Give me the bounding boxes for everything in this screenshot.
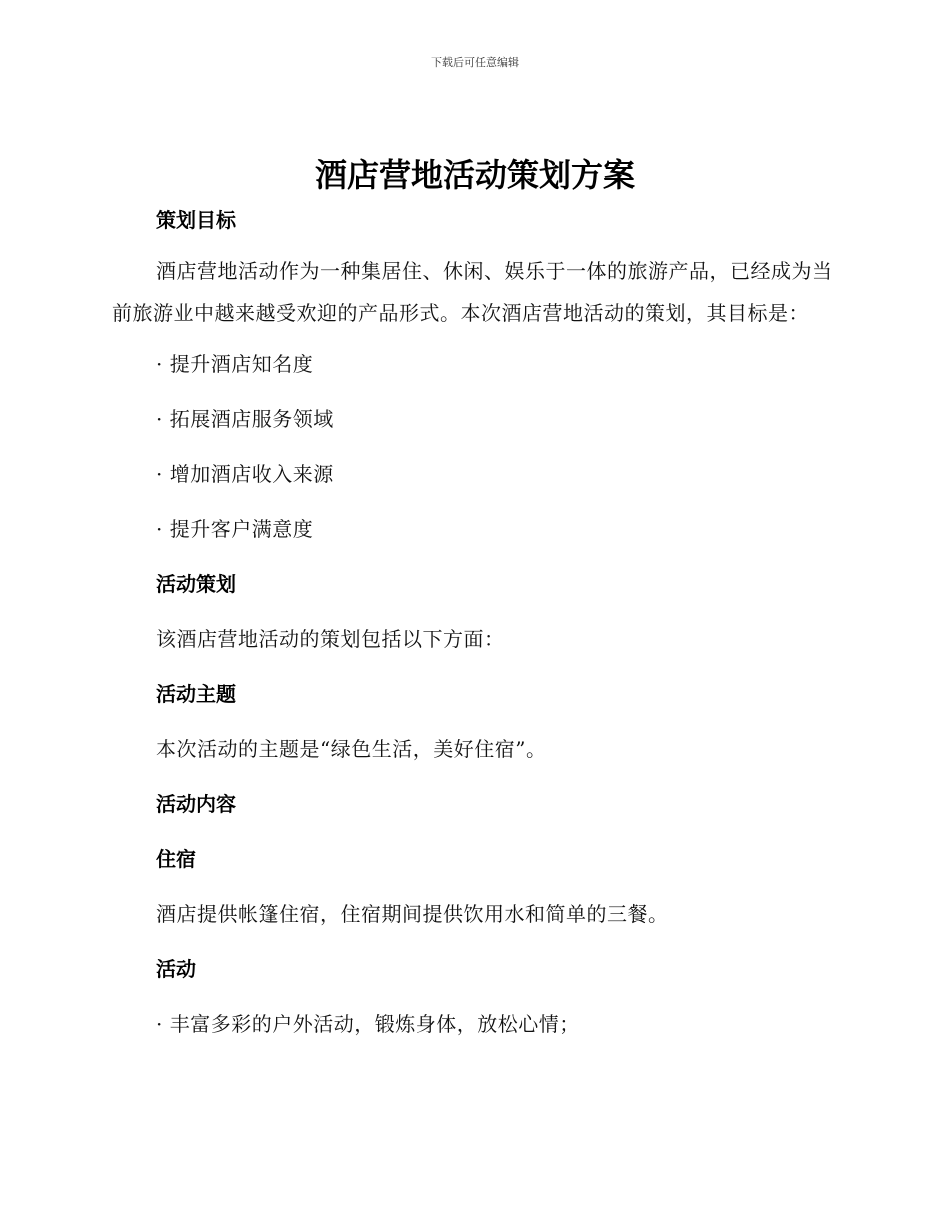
section-heading-goal: 策划目标 xyxy=(156,208,236,232)
section-heading-content: 活动内容 xyxy=(156,792,236,816)
goal-intro-paragraph: 酒店营地活动作为一种集居住、休闲、娱乐于一体的旅游产品，已经成为当前旅游业中越来越受欢迎的产品形式。本次酒店营地活动的策划，其目标是： xyxy=(112,259,833,325)
section-heading-theme: 活动主题 xyxy=(156,682,236,706)
plan-intro-text: 该酒店营地活动的策划包括以下方面： xyxy=(156,627,505,651)
goal-item: · 提升酒店知名度 xyxy=(156,352,314,376)
activity-item: · 丰富多彩的户外活动，锻炼身体，放松心情； xyxy=(156,1012,580,1036)
header-note: 下载后可任意编辑 xyxy=(431,56,519,69)
section-heading-lodging: 住宿 xyxy=(156,847,196,871)
goal-item: · 提升客户满意度 xyxy=(156,517,314,541)
document-title: 酒店营地活动策划方案 xyxy=(314,156,635,194)
theme-text: 本次活动的主题是“绿色生活，美好住宿”。 xyxy=(156,737,547,761)
goal-item: · 增加酒店收入来源 xyxy=(156,462,334,486)
section-heading-plan: 活动策划 xyxy=(156,572,236,596)
document-body xyxy=(112,204,834,1040)
lodging-text: 酒店提供帐篷住宿，住宿期间提供饮用水和简单的三餐。 xyxy=(156,902,669,926)
section-heading-activity: 活动 xyxy=(156,957,196,981)
goal-item: · 拓展酒店服务领域 xyxy=(156,407,334,431)
